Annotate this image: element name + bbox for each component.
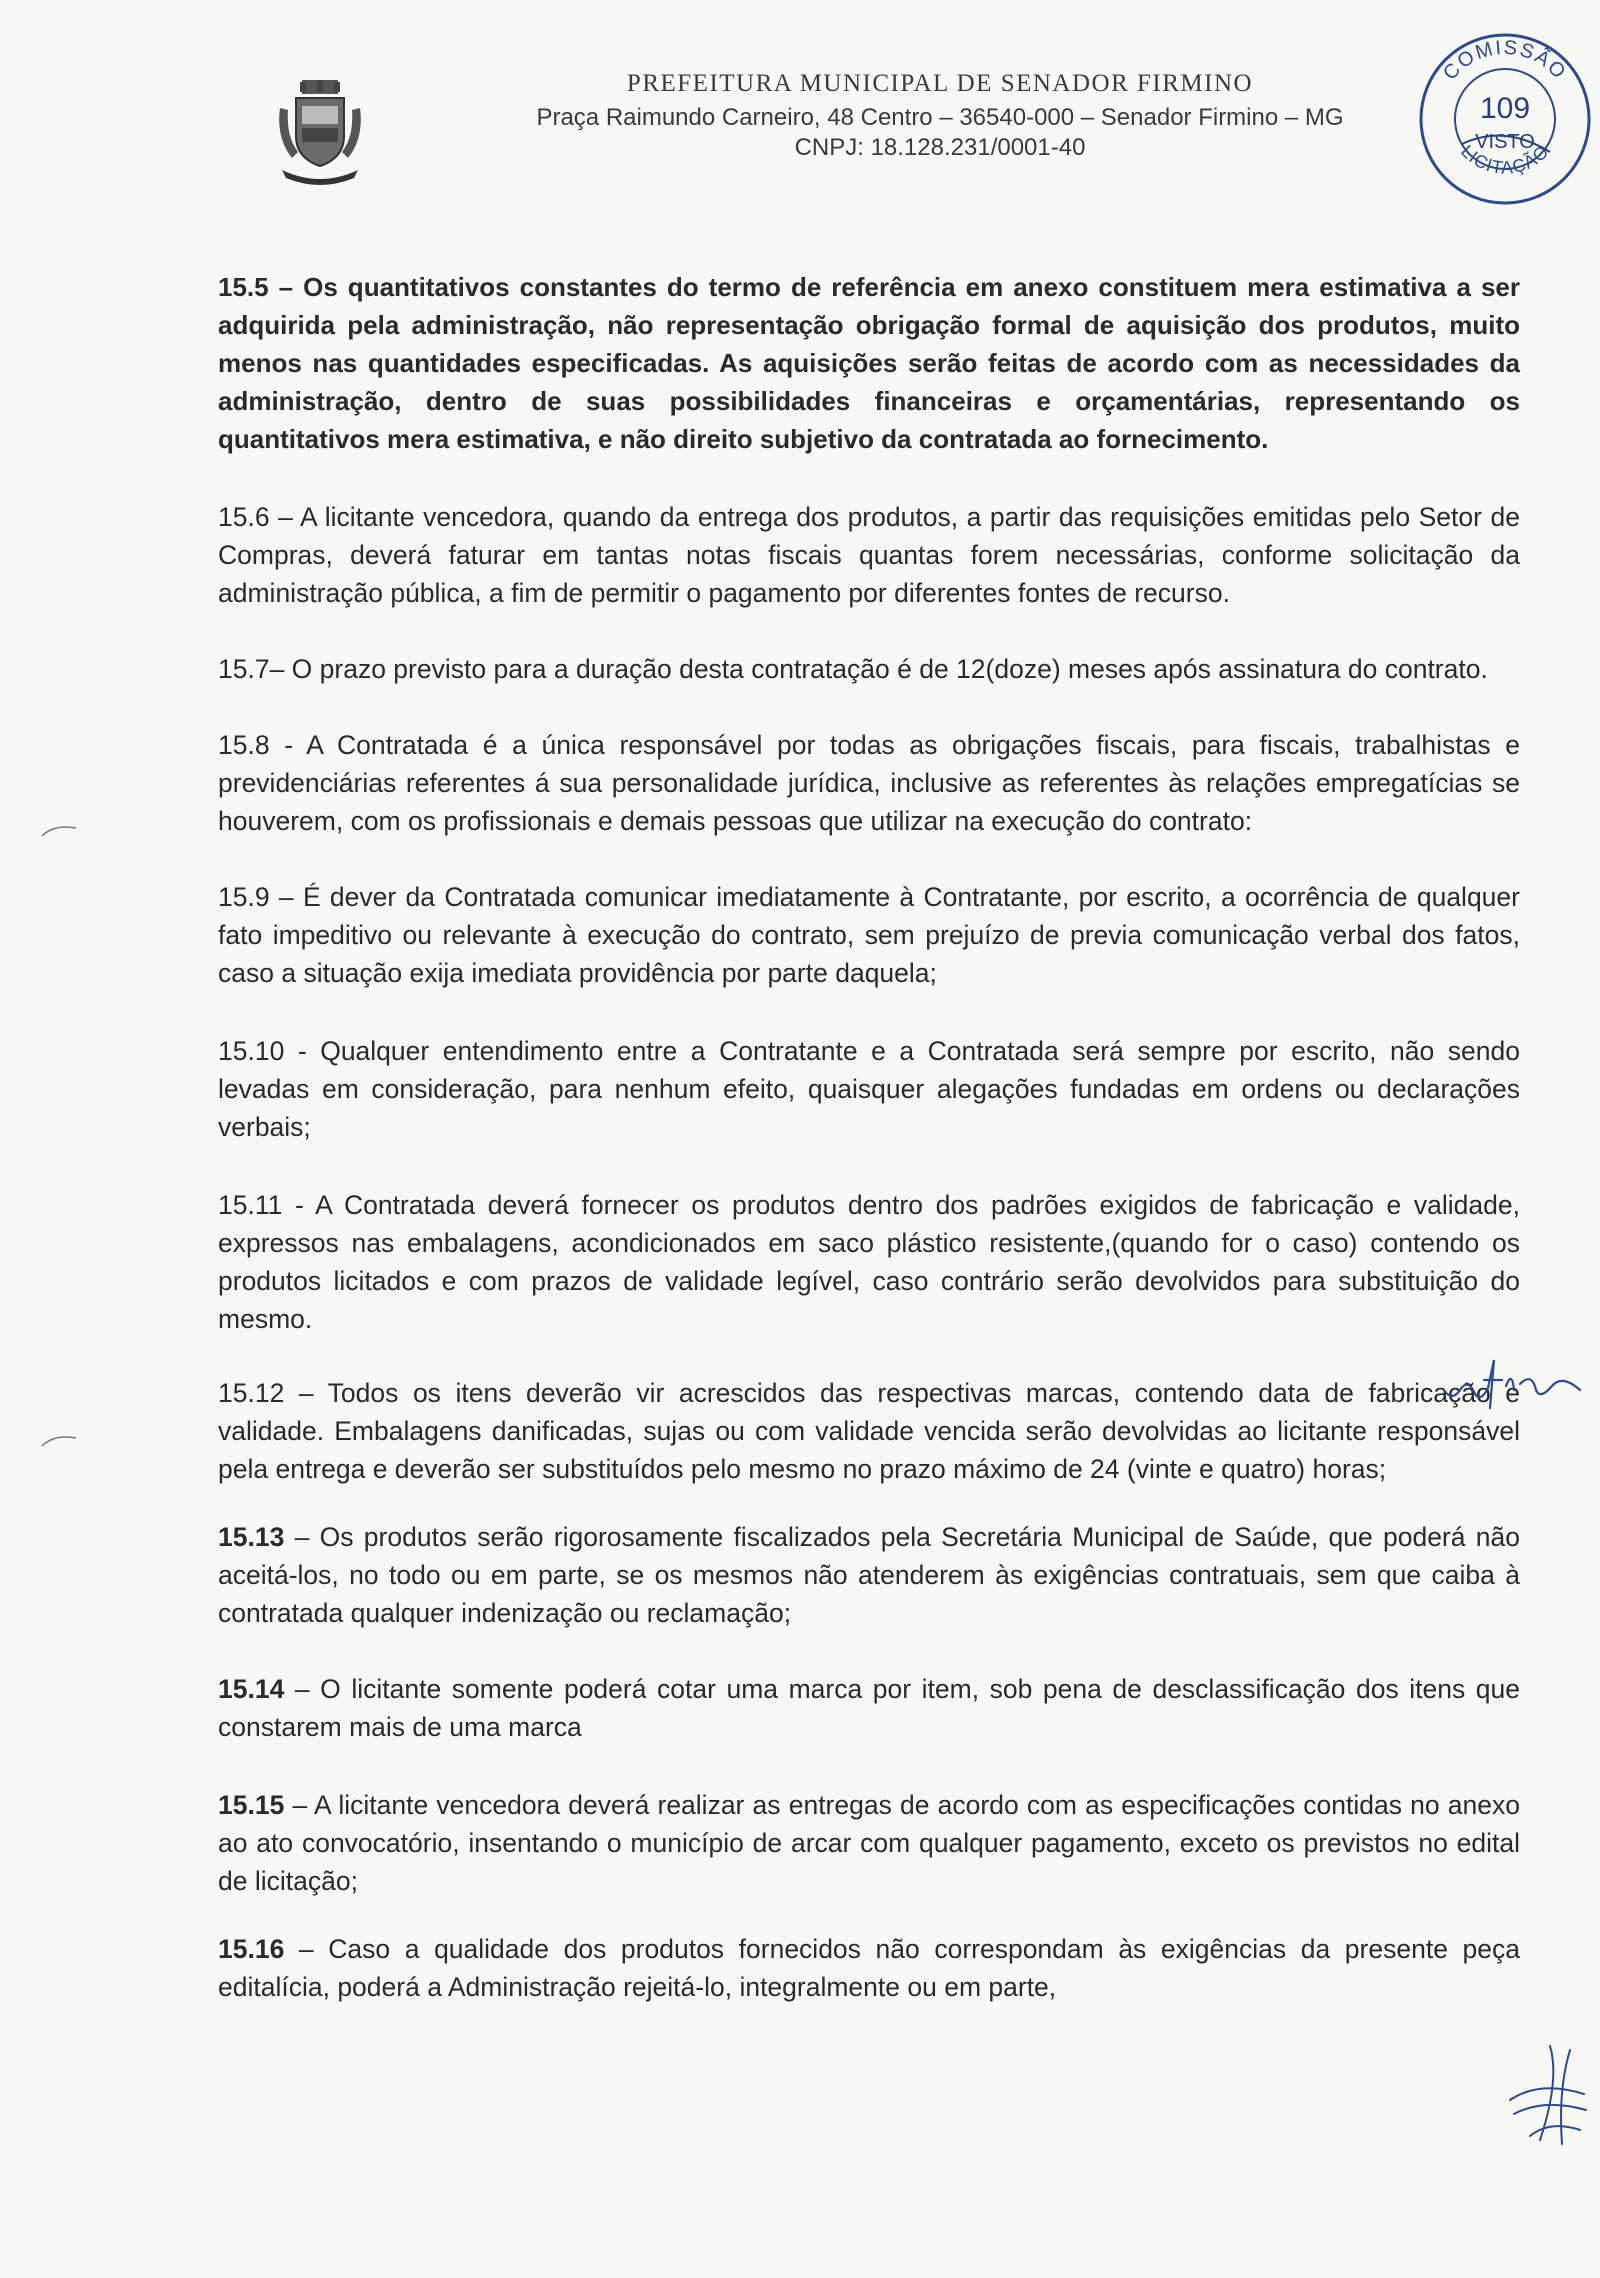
- stamp-middle-text: VISTO: [1475, 131, 1535, 153]
- commission-stamp: [1410, 24, 1600, 214]
- clause-text: – O licitante somente poderá cotar uma marca por item, sob pena de desclassificação dos itens que constarem mais de uma marca: [218, 1674, 1520, 1742]
- stamp-bottom-text: LICITAÇÃO: [1457, 140, 1554, 178]
- letterhead-title: PREFEITURA MUNICIPAL DE SENADOR FIRMINO: [626, 70, 1254, 97]
- document-body: [218, 268, 1520, 2006]
- clause-number: 15.16: [218, 1934, 285, 1964]
- paragraph-15-13: [218, 1518, 1520, 1632]
- margin-mark-icon: [40, 1430, 80, 1450]
- paragraph-15-10: 15.10 - Qualquer entendimento entre a Contratante e a Contratada será sempre por escrito, não sendo levadas em consideração, para nenhum efeito, quaisquer alegações fundadas em ordens ou declarações verbais;: [218, 1036, 1520, 1142]
- paragraph-15-12: 15.12 – Todos os itens deverão vir acrescidos das respectivas marcas, contendo data de fabricação e validade. Embalagens danificadas, sujas ou com validade vencida serão devolvidas ao licitante responsável pela entrega e deverão ser substituídos pelo mesmo no prazo máximo de 24 (vinte e quatro) horas;: [218, 1378, 1520, 1484]
- clause-number: 15.14: [218, 1674, 285, 1704]
- clause-text: – A licitante vencedora deverá realizar as entregas de acordo com as especificações contidas no anexo ao ato convocatório, insentando o município de arcar com qualquer pagamento, exceto os previstos no edital de licitação;: [218, 1790, 1520, 1896]
- clause-text: – Os produtos serão rigorosamente fiscalizados pela Secretária Municipal de Saúde, que poderá não aceitá-los, no todo ou em parte, se os mesmos não atenderem às exigências contratuais, sem que caiba à contratada qualquer indenização ou reclamação;: [218, 1522, 1520, 1628]
- handwritten-signature-icon: [1500, 2040, 1590, 2150]
- letterhead: [440, 70, 1440, 164]
- stamp-number: 109: [1479, 92, 1531, 125]
- clause-number: 15.13: [218, 1522, 285, 1552]
- handwritten-rubric-icon: [1440, 1350, 1590, 1410]
- svg-text:COMISSÃO: [1439, 37, 1571, 85]
- paragraph-15-16: [218, 1930, 1520, 2006]
- letterhead-address: Praça Raimundo Carneiro, 48 Centro – 36540-000 – Senador Firmino – MG: [536, 104, 1344, 131]
- margin-mark-icon: [40, 820, 80, 840]
- letterhead-cnpj: CNPJ: 18.128.231/0001-40: [794, 134, 1086, 161]
- paragraph-15-6: 15.6 – A licitante vencedora, quando da entrega dos produtos, a partir das requisições emitidas pelo Setor de Compras, deverá faturar em tantas notas fiscais quantas forem necessárias, conforme solicitação da administração pública, a fim de permitir o pagamento por diferentes fontes de recurso.: [218, 502, 1520, 608]
- stamp-top-text: COMISSÃO: [1439, 36, 1571, 85]
- clause-text: – Caso a qualidade dos produtos fornecidos não correspondam às exigências da presente peça editalícia, poderá a Administração rejeitá-lo, integralmente ou em parte,: [218, 1934, 1520, 2002]
- paragraph-15-15: [218, 1786, 1520, 1900]
- paragraph-15-5: 15.5 – Os quantitativos constantes do termo de referência em anexo constituem mera estimativa a ser adquirida pela administração, não representação obrigação formal de aquisição dos produtos, muito menos nas quantidades especificadas. As aquisições serão feitas de acordo com as necessidades da administração, dentro de suas possibilidades financeiras e orçamentárias, representando os quantitativos mera estimativa, e não direito subjetivo da contratada ao fornecimento.: [218, 272, 1520, 454]
- paragraph-15-14: [218, 1670, 1520, 1746]
- clause-number: 15.15: [218, 1790, 285, 1820]
- municipal-crest-icon: [272, 78, 368, 190]
- paragraph-15-11: 15.11 - A Contratada deverá fornecer os produtos dentro dos padrões exigidos de fabricação e validade, expressos nas embalagens, acondicionados em saco plástico resistente,(quando for o caso) contendo os produtos licitados e com prazos de validade legível, caso contrário serão devolvidos para substituição do mesmo.: [218, 1190, 1520, 1334]
- paragraph-15-7: 15.7– O prazo previsto para a duração desta contratação é de 12(doze) meses após assinatura do contrato.: [218, 654, 1488, 684]
- paragraph-15-9: 15.9 – É dever da Contratada comunicar imediatamente à Contratante, por escrito, a ocorrência de qualquer fato impeditivo ou relevante à execução do contrato, sem prejuízo de previa comunicação verbal dos fatos, caso a situação exija imediata providência por parte daquela;: [218, 882, 1520, 988]
- paragraph-15-8: 15.8 - A Contratada é a única responsável por todas as obrigações fiscais, para fiscais, trabalhistas e previdenciárias referentes á sua personalidade jurídica, inclusive as referentes às relações empregatícias se houverem, com os profissionais e demais pessoas que utilizar na execução do contrato:: [218, 730, 1520, 836]
